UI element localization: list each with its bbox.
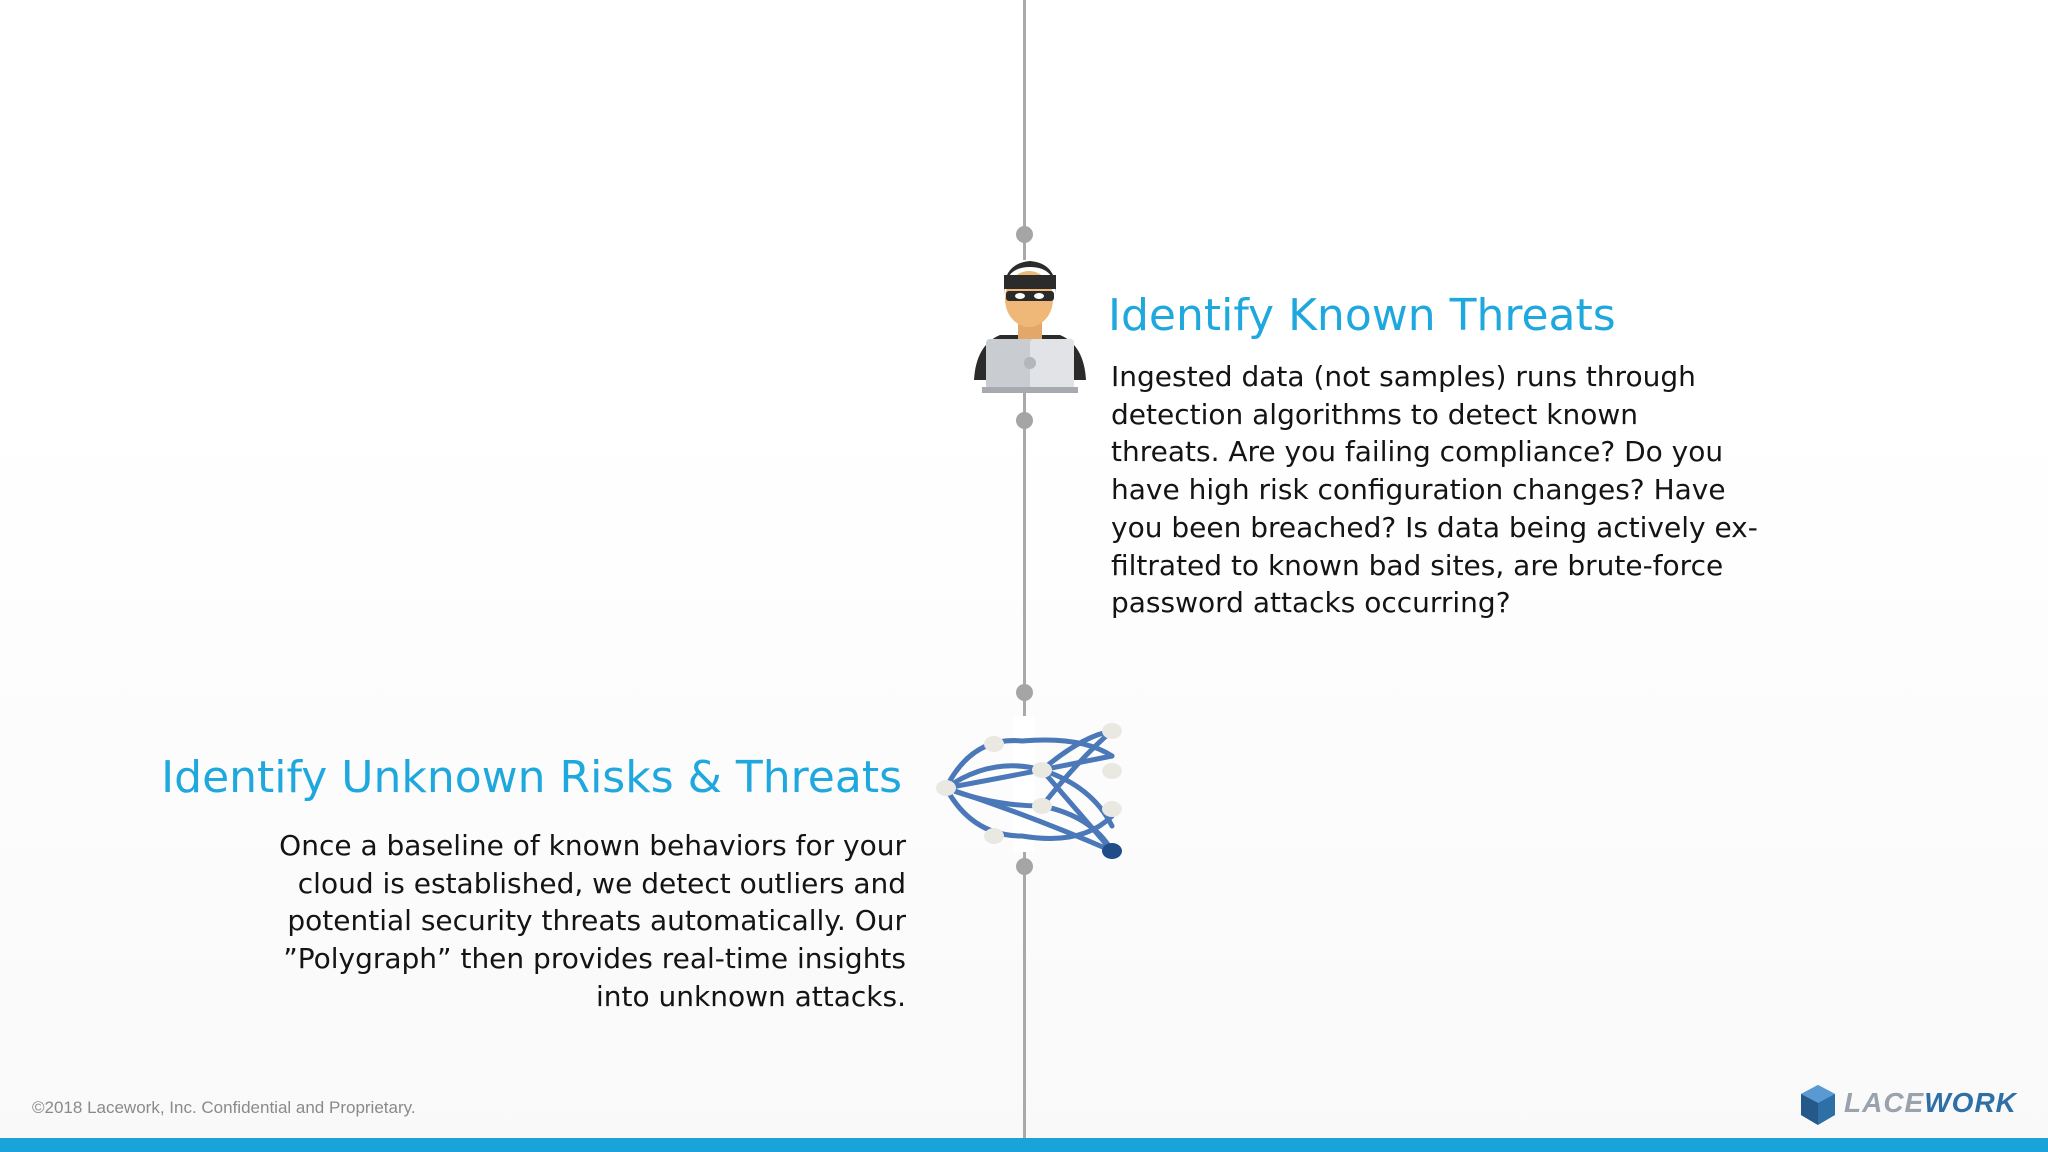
lacework-logo xyxy=(1798,1083,2017,1129)
logo-text-blue: WORK xyxy=(1924,1087,2017,1118)
timeline-line xyxy=(1023,0,1026,1152)
bottom-accent-bar xyxy=(0,1138,2048,1152)
unknown-threats-text xyxy=(266,827,906,1016)
known-threats-text xyxy=(1111,358,1758,622)
text-line: Ingested data (not samples) runs through xyxy=(1111,360,1696,393)
copyright-notice: ©2018 Lacework, Inc. Confidential and Proprietary. xyxy=(32,1098,416,1117)
timeline-node xyxy=(1016,684,1033,701)
logo-wordmark xyxy=(1844,1087,2017,1119)
text-line: you been breached? Is data being actively ex- xyxy=(1111,510,1758,544)
text-line: detection algorithms to detect known xyxy=(1111,397,1638,431)
logo-text-gray: LACE xyxy=(1844,1087,1925,1118)
lacework-shield-icon xyxy=(1798,1083,1838,1127)
text-line: have high risk configuration changes? Have xyxy=(1111,473,1726,507)
text-line: Once a baseline of known behaviors for your xyxy=(279,829,906,862)
text-line: potential security threats automatically. Our xyxy=(287,904,906,938)
text-line: cloud is established, we detect outliers and xyxy=(297,866,906,900)
known-threats-title: Identify Known Threats xyxy=(1108,290,1616,341)
unknown-threats-title: Identify Unknown Risks & Threats xyxy=(161,752,902,803)
text-line: into unknown attacks. xyxy=(595,979,906,1013)
hacker-laptop-icon xyxy=(970,255,1090,395)
text-line: password attacks occurring? xyxy=(1111,586,1511,620)
text-line: threats. Are you failing compliance? Do you xyxy=(1111,435,1724,469)
text-line: ”Polygraph” then provides real-time insights xyxy=(283,942,906,976)
timeline-node xyxy=(1016,412,1033,429)
network-graph-icon xyxy=(932,716,1132,866)
text-line: filtrated to known bad sites, are brute-force xyxy=(1111,548,1724,582)
timeline-node xyxy=(1016,226,1033,243)
